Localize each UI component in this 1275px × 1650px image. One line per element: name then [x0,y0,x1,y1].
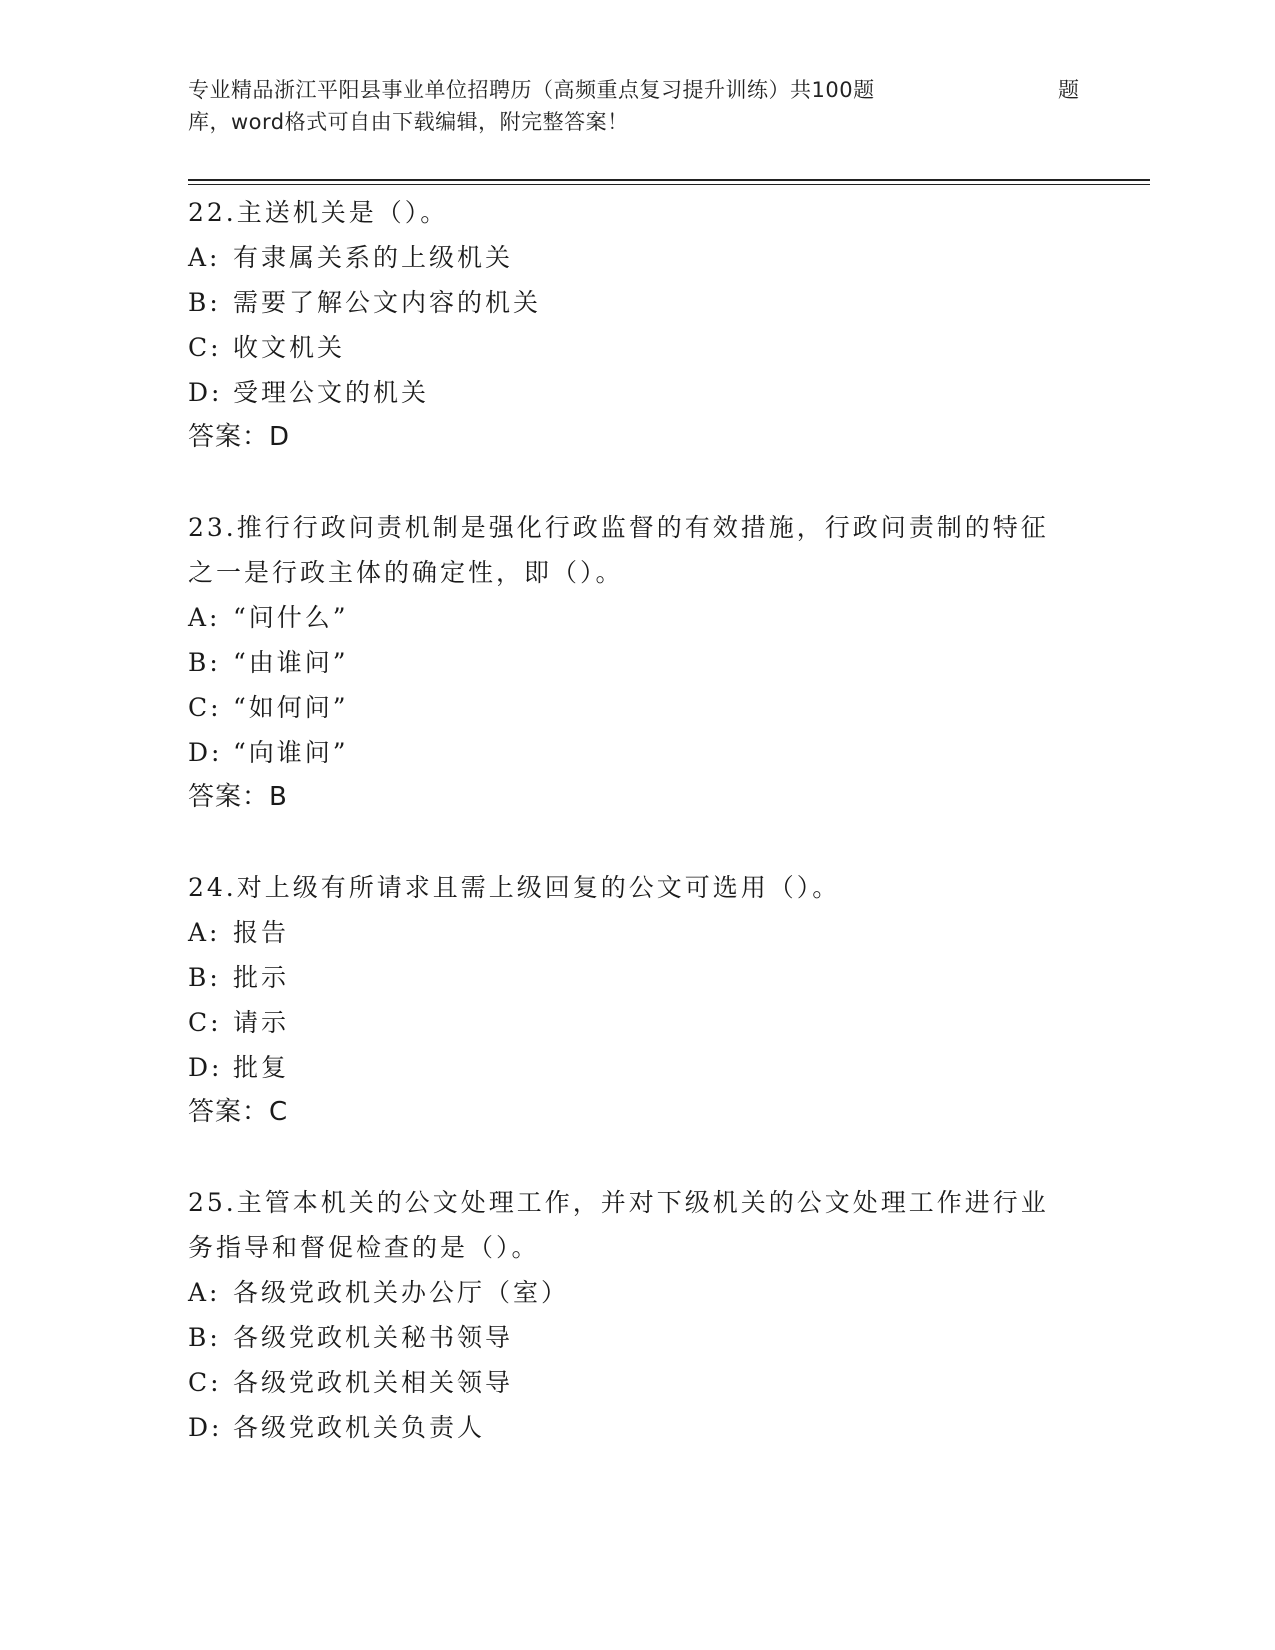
header-title-tail: 题 [1058,78,1080,102]
option-key: C: [188,1368,222,1397]
option-key: C: [188,333,222,362]
document-header [188,74,1088,138]
option-key: A: [188,918,221,947]
question-stem: 23.推行行政问责机制是强化行政监督的有效措施，行政问责制的特征 [188,513,1049,542]
option-text: 各级党政机关负责人 [233,1413,486,1442]
answer-line: 答案：C [188,1097,289,1127]
header-divider-thin [188,184,1150,185]
option-text: 收文机关 [233,333,346,362]
answer-option [188,1270,1088,1315]
question-stem: 务指导和督促检查的是（）。 [188,1233,540,1262]
answer-option [188,1405,1088,1450]
option-text: “由谁问” [233,648,349,677]
option-text: “如何问” [233,693,349,722]
answer-option [188,235,1088,280]
option-text: 批示 [233,963,290,992]
option-key: D: [188,1053,223,1082]
answer-option [188,730,1088,775]
answer-option [188,910,1088,955]
option-text: 各级党政机关办公厅（室） [233,1278,570,1307]
answer-option [188,595,1088,640]
question-block [188,505,1088,865]
option-text: 受理公文的机关 [233,378,430,407]
question-stem: 之一是行政主体的确定性，即（）。 [188,558,624,587]
option-text: 各级党政机关秘书领导 [233,1323,514,1352]
option-key: C: [188,1008,222,1037]
question-spacer [188,820,1088,865]
answer-option [188,325,1088,370]
option-text: 报告 [233,918,290,947]
option-key: A: [188,243,221,272]
option-key: B: [188,288,221,317]
question-stem: 25.主管本机关的公文处理工作，并对下级机关的公文处理工作进行业 [188,1188,1049,1217]
option-key: B: [188,963,221,992]
option-text: 有隶属关系的上级机关 [233,243,514,272]
option-key: A: [188,603,221,632]
option-text: 批复 [233,1053,290,1082]
answer-option [188,1360,1088,1405]
option-key: D: [188,378,223,407]
option-key: C: [188,693,222,722]
answer-line: 答案：D [188,422,291,452]
answer-option [188,640,1088,685]
question-stem: 22.主送机关是（）。 [188,198,449,227]
answer-option [188,1000,1088,1045]
header-title-text: 专业精品浙江平阳县事业单位招聘历（高频重点复习提升训练）共100题 [188,78,875,102]
answer-option [188,685,1088,730]
option-key: B: [188,1323,221,1352]
option-text: “问什么” [233,603,349,632]
header-divider-thick [188,179,1150,181]
option-text: “向谁问” [233,738,349,767]
question-list [188,190,1088,1450]
option-text: 各级党政机关相关领导 [233,1368,514,1397]
header-line-1 [188,74,1088,106]
question-block [188,865,1088,1180]
question-block [188,190,1088,505]
option-key: D: [188,738,223,767]
question-block [188,1180,1088,1450]
option-key: D: [188,1413,223,1442]
answer-option [188,955,1088,1000]
option-text: 需要了解公文内容的机关 [233,288,542,317]
answer-option [188,1045,1088,1090]
question-spacer [188,1135,1088,1180]
option-key: B: [188,648,221,677]
option-text: 请示 [233,1008,290,1037]
question-spacer [188,460,1088,505]
answer-option [188,370,1088,415]
answer-line: 答案：B [188,782,288,812]
header-line-2: 库，word格式可自由下载编辑，附完整答案！ [188,110,629,134]
answer-option [188,1315,1088,1360]
question-stem: 24.对上级有所请求且需上级回复的公文可选用（）。 [188,873,841,902]
option-key: A: [188,1278,221,1307]
answer-option [188,280,1088,325]
